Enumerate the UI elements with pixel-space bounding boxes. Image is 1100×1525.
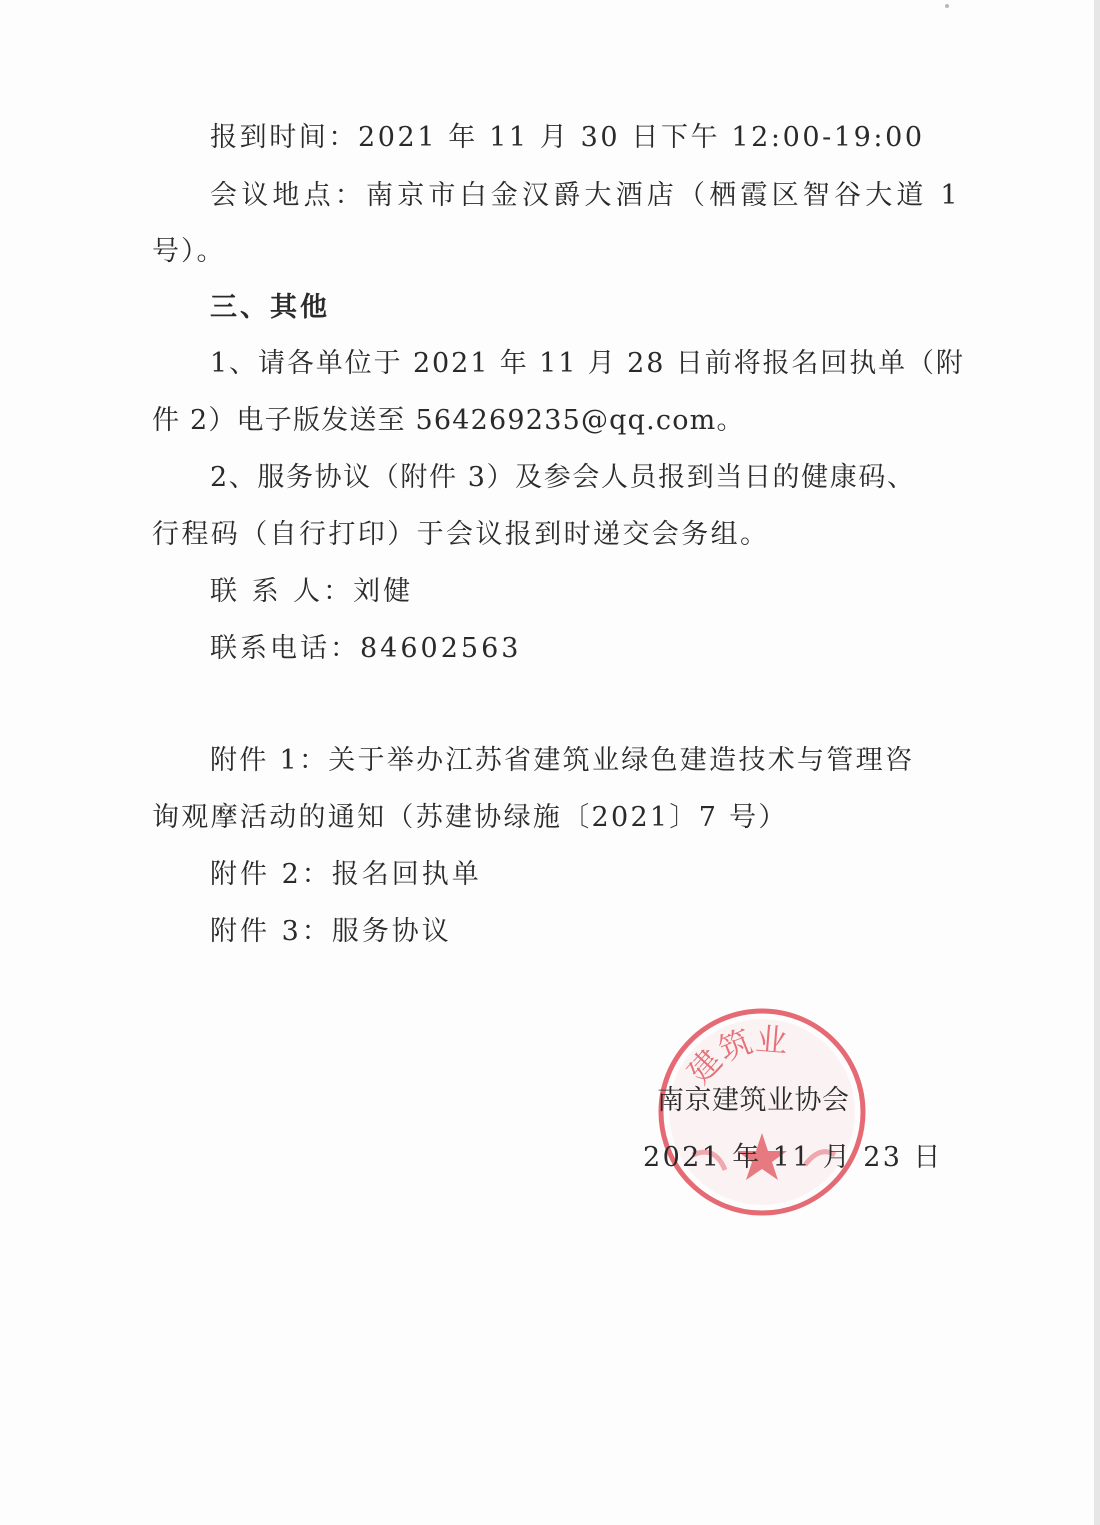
- venue-line: 会议地点：南京市白金汉爵大酒店（栖霞区智谷大道 1: [210, 180, 962, 211]
- attachment-1-line-continued: 询观摩活动的通知（苏建协绿施〔2021〕7 号）: [152, 802, 788, 833]
- item-2-line-continued: 行程码（自行打印）于会议报到时递交会务组。: [152, 519, 770, 550]
- section-heading-other: 三、其他: [210, 292, 330, 323]
- contact-phone-line: 联系电话：84602563: [210, 633, 522, 664]
- attachment-3-line: 附件 3：服务协议: [210, 916, 452, 947]
- item-2-line: 2、服务协议（附件 3）及参会人员报到当日的健康码、: [210, 462, 916, 493]
- attachment-2-line: 附件 2：报名回执单: [210, 859, 482, 890]
- scan-edge: [1094, 0, 1100, 1525]
- item-1-line: 1、请各单位于 2021 年 11 月 28 日前将报名回执单（附: [210, 348, 965, 379]
- contact-person-line: 联 系 人：刘健: [210, 576, 414, 607]
- venue-line-continued: 号）。: [152, 236, 226, 267]
- issuer-name: 南京建筑业协会: [657, 1085, 850, 1116]
- attachment-1-line: 附件 1：关于举办江苏省建筑业绿色建造技术与管理咨: [210, 745, 915, 776]
- registration-time-line: 报到时间：2021 年 11 月 30 日下午 12:00-19:00: [210, 122, 925, 153]
- seal-text: 建筑业: [680, 1019, 789, 1092]
- issue-date: 2021 年 11 月 23 日: [643, 1142, 943, 1173]
- scan-speck: [945, 4, 949, 8]
- item-1-line-continued: 件 2）电子版发送至 564269235@qq.com。: [152, 405, 745, 436]
